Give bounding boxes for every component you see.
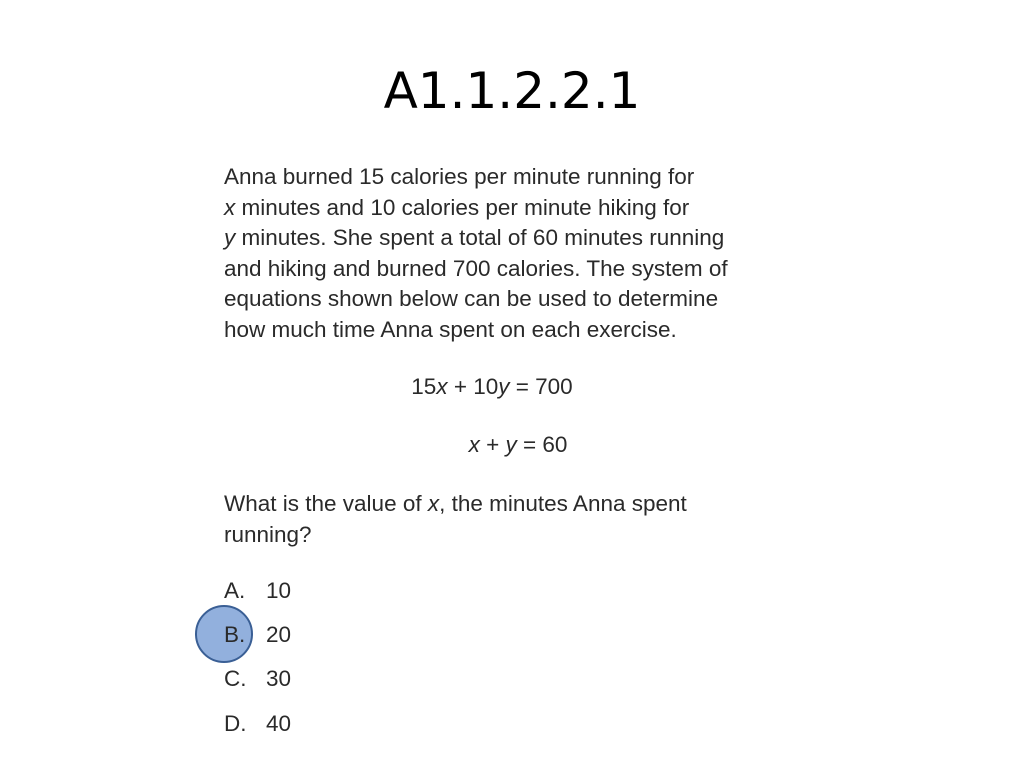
problem-line: Anna burned 15 calories per minute running for bbox=[224, 164, 695, 189]
choice-letter: C. bbox=[224, 666, 247, 691]
question-text-part: What is the value of bbox=[224, 491, 428, 516]
choice-value: 40 bbox=[266, 711, 292, 736]
answer-choice-b[interactable] bbox=[224, 622, 291, 648]
variable-y: y bbox=[505, 432, 517, 457]
choice-value: 20 bbox=[266, 622, 292, 647]
equation-term: = 60 bbox=[516, 432, 568, 457]
equation-term: + bbox=[479, 432, 506, 457]
question-line: running? bbox=[224, 522, 312, 547]
equation-2 bbox=[230, 432, 806, 458]
choice-value: 10 bbox=[266, 578, 292, 603]
variable-x: x bbox=[468, 432, 480, 457]
variable-y: y bbox=[224, 225, 236, 250]
variable-y: y bbox=[498, 374, 510, 399]
choice-value: 30 bbox=[266, 666, 292, 691]
answer-choice-c[interactable] bbox=[224, 666, 291, 692]
equation-term: = 700 bbox=[509, 374, 573, 399]
variable-x: x bbox=[224, 194, 236, 220]
equation-1 bbox=[204, 374, 780, 400]
answer-choice-a[interactable] bbox=[224, 578, 291, 604]
equation-term: + 10 bbox=[447, 374, 499, 399]
answer-choice-d[interactable] bbox=[224, 711, 291, 737]
problem-line: equations shown below can be used to determine bbox=[224, 286, 719, 311]
problem-line: and hiking and burned 700 calories. The system of bbox=[224, 255, 728, 281]
variable-x: x bbox=[427, 491, 440, 516]
problem-text bbox=[224, 162, 824, 345]
problem-line-text: minutes and 10 calories per minute hiking for bbox=[235, 194, 690, 220]
slide-title: A1.1.2.2.1 bbox=[383, 62, 641, 120]
problem-line bbox=[224, 193, 824, 224]
choice-letter: A. bbox=[224, 578, 246, 603]
question-text bbox=[224, 488, 824, 550]
question-text-part: , the minutes Anna spent bbox=[439, 491, 687, 516]
question-line bbox=[224, 488, 824, 519]
variable-x: x bbox=[436, 374, 448, 399]
choice-letter: B. bbox=[224, 622, 246, 647]
problem-line bbox=[224, 223, 824, 254]
problem-line: how much time Anna spent on each exercise. bbox=[224, 316, 677, 342]
problem-line-text: minutes. She spent a total of 60 minutes running bbox=[235, 225, 725, 250]
equation-term: 15 bbox=[411, 374, 437, 399]
choice-letter: D. bbox=[224, 711, 247, 736]
